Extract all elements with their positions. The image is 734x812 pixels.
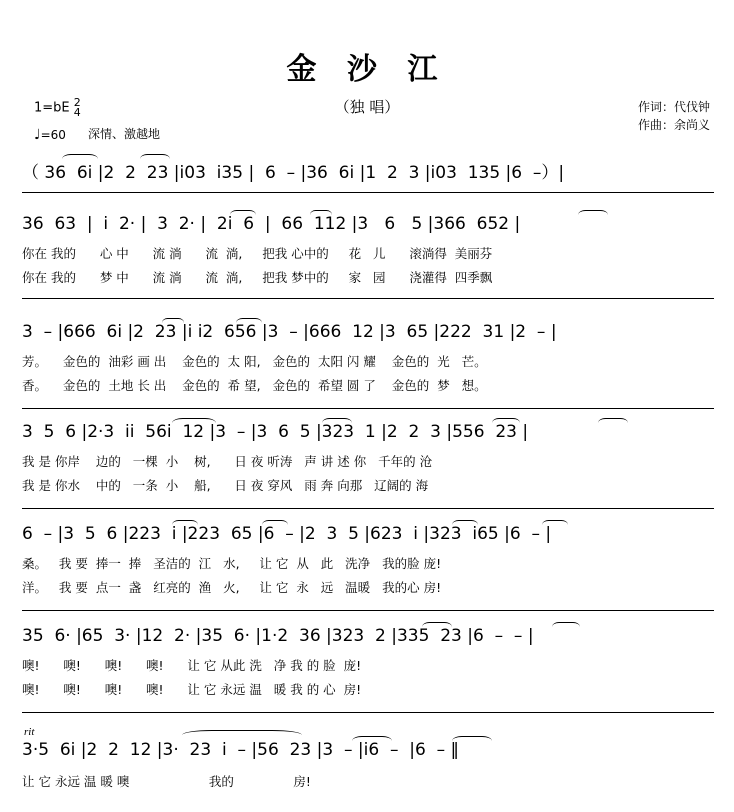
notes-line: 35 6· |65 3· |12 2· |35 6· |1·2 36 |323 2 |335 23 |6 – – | [22, 626, 534, 646]
expression-marking: 深情、激越地 [88, 127, 161, 141]
slur-icon [182, 730, 302, 740]
system-1 [22, 152, 714, 194]
time-signature [74, 98, 81, 118]
notes-line: 3 – |666 6i |2 23 |i i2 656 |3 – |666 12 |3 65 |222 31 |2 – | [22, 322, 557, 342]
lyrics-line-2: 我 是 你水 中的 一条 小 船, 日 夜 穿风 雨 奔 向那 辽阔的 海 [22, 478, 429, 493]
slur-icon [262, 520, 288, 530]
slur-icon [236, 318, 262, 328]
tempo-marking [34, 127, 66, 143]
time-signature-bottom: 4 [73, 106, 81, 119]
slur-icon [310, 210, 332, 220]
lyrics-line-1: 芳。 金色的 油彩 画 出 金色的 太 阳, 金色的 太阳 闪 耀 金色的 光 芒。 [22, 354, 487, 369]
slur-icon [172, 520, 198, 530]
lyrics-line-1: 让 它 永远 温 暖 噢 我的 房! [22, 774, 311, 789]
notes-line: （ 36 6i |2 2 23 |i03 i35 | 6 – |36 6i |1 2 3 |i03 135 |6 –）| [22, 163, 565, 183]
slur-icon [492, 418, 520, 428]
slur-icon [452, 520, 478, 530]
rit-marking: rit [24, 726, 35, 738]
slur-icon [62, 154, 98, 164]
system-rule [22, 610, 714, 611]
key-signature: 1=bE [34, 100, 70, 116]
lyrics-line-2: 你在 我的 梦 中 流 淌 流 淌, 把我 梦中的 家 园 浇灌得 四季飘 [22, 270, 493, 285]
slur-icon [578, 210, 608, 220]
slur-icon [352, 736, 392, 746]
slur-icon [322, 418, 352, 428]
system-rule [22, 508, 714, 509]
system-rule [22, 192, 714, 193]
notes-line: 6 – |3 5 6 |223 i |223 65 |6 – |2 3 5 |623 i |323 i65 |6 – | [22, 524, 552, 544]
lyrics-line-1: 我 是 你岸 边的 一棵 小 树, 日 夜 听涛 声 讲 述 你 千年的 沧 [22, 454, 433, 469]
slur-icon [230, 210, 256, 220]
slur-icon [598, 418, 628, 428]
lyricist-credit: 作词：代伐钟 [637, 100, 710, 114]
lyrics-line-2: 噢! 噢! 噢! 噢! 让 它 永远 温 暖 我 的 心 房! [22, 682, 362, 697]
credits [638, 98, 710, 134]
system-3 [22, 318, 714, 414]
slur-icon [452, 736, 492, 746]
page-subtitle: （独 唱） [334, 98, 400, 116]
slur-icon [422, 622, 452, 632]
system-2 [22, 210, 714, 302]
notes-line: 3·5 6i |2 2 12 |3· 23 i – |56 23 |3 – |i6 – |6 – ‖ [22, 740, 460, 760]
tempo-value: =60 [40, 128, 66, 142]
quarter-note-icon: ♩ [34, 127, 41, 143]
system-7 [22, 726, 714, 812]
system-rule [22, 298, 714, 299]
page-title: 金 沙 江 [286, 52, 448, 87]
key-signature-block [34, 98, 81, 118]
slur-icon [162, 318, 184, 328]
time-signature-top: 2 [73, 96, 81, 109]
slur-icon [172, 418, 216, 428]
notes-line: 36 63 | i 2· | 3 2· | 2i 6 | 66 112 |3 6 5 |366 652 | [22, 214, 521, 234]
lyrics-line-1: 你在 我的 心 中 流 淌 流 淌, 把我 心中的 花 儿 滚淌得 美丽芬 [22, 246, 493, 261]
slur-icon [140, 154, 170, 164]
slur-icon [552, 622, 580, 632]
composer-credit: 作曲：余尚义 [637, 118, 710, 132]
lyrics-line-1: 桑。 我 要 捧一 捧 圣洁的 江 水, 让 它 从 此 洗净 我的脸 庞! [22, 556, 442, 571]
slur-icon [542, 520, 568, 530]
system-rule [22, 712, 714, 713]
system-5 [22, 520, 714, 616]
system-6 [22, 622, 714, 718]
notes-line: 3 5 6 |2·3 ii 56i 12 |3 – |3 6 5 |323 1 |2 2 3 |556 23 | [22, 422, 529, 442]
lyrics-line-2: 洋。 我 要 点一 盏 红亮的 渔 火, 让 它 永 远 温暖 我的心 房! [22, 580, 442, 595]
lyrics-line-1: 噢! 噢! 噢! 噢! 让 它 从此 洗 净 我 的 脸 庞! [22, 658, 362, 673]
lyrics-line-2: 香。 金色的 土地 长 出 金色的 希 望, 金色的 希望 圆 了 金色的 梦 想。 [22, 378, 487, 393]
system-rule [22, 408, 714, 409]
system-4 [22, 418, 714, 514]
